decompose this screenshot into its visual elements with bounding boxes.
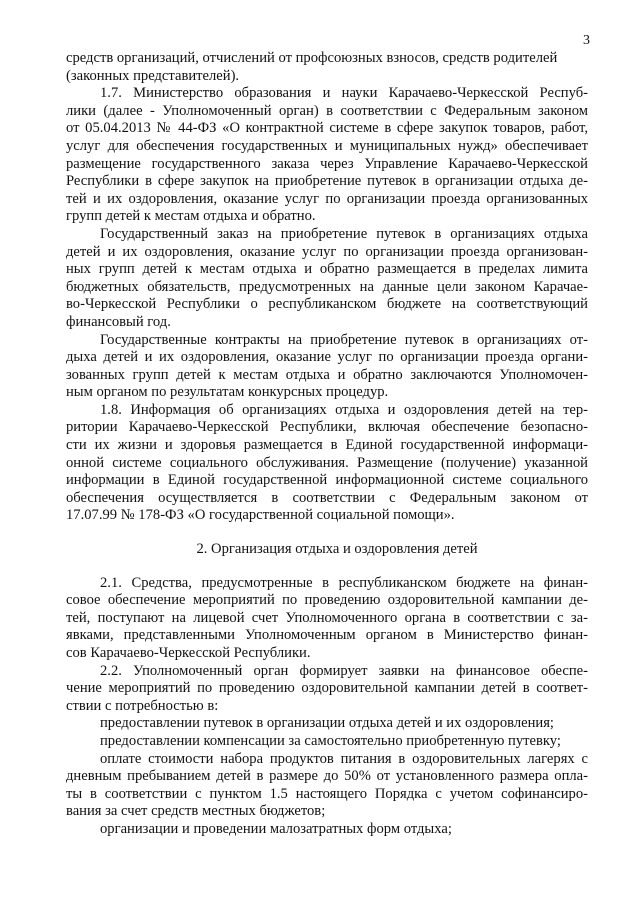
- text-line: зованных групп детей к местам отдыха и обратно заключаются Уполномочен-: [66, 366, 588, 383]
- section-heading: 2. Организация отдыха и оздоровления детей: [196, 541, 478, 558]
- text-line: дыха детей и их оздоровления, оказание услуг по организации проезда органи-: [66, 349, 588, 366]
- text-line: тей, поступают на лицевой счет Уполномоченного органа в соответствии с за-: [66, 609, 588, 626]
- text-line: услуг для обеспечения государственных и муниципальных нужд» обеспечивает: [66, 137, 588, 154]
- text-line: онной системе социального обслуживания. Размещение (получение) указанной: [66, 454, 588, 471]
- text-line: совое обеспечение мероприятий по проведению оздоровительной кампании де-: [66, 592, 588, 609]
- text-line: ритории Карачаево-Черкесской Республики, включая обеспечение безопасно-: [66, 419, 588, 436]
- paragraph-start: Государственные контракты на приобретение путевок в организациях от-: [100, 331, 588, 348]
- text-line: ты в соответствии с пунктом 1.5 настоящего Порядка с учетом софинансиро-: [66, 785, 588, 802]
- list-item: предоставлении компенсации за самостоятельно приобретенную путевку;: [100, 732, 561, 749]
- list-item: организации и проведении малозатратных форм отдыха;: [100, 820, 452, 837]
- text-line: ных групп детей к местам отдыха и обратно размещается в пределах лимита: [66, 261, 588, 278]
- text-line: лики (далее - Уполномоченный орган) в соответствии с Федеральным законом: [66, 102, 588, 119]
- text-line: явками, представленными Уполномоченным органом в Министерство финан-: [66, 627, 588, 644]
- text-line: (законных представителей).: [66, 67, 240, 84]
- text-line: обеспечения осуществляется в соответствии с Федеральным законом от: [66, 489, 588, 506]
- text-line: размещение государственного заказа через Управление Карачаево-Черкесской: [66, 155, 588, 172]
- text-line: групп детей к местам отдыха и обратно.: [66, 208, 316, 225]
- text-line: сти их жизни и здоровья размещается в Единой государственной информаци-: [66, 437, 588, 454]
- text-line: информации в Единой государственной информационной системе социального: [66, 472, 588, 489]
- clause-2-2: 2.2. Уполномоченный орган формирует заявки на финансовое обеспе-: [100, 662, 588, 679]
- text-line: 17.07.99 № 178-ФЗ «О государственной социальной помощи».: [66, 507, 455, 524]
- text-line: ным органом по результатам конкурсных процедур.: [66, 384, 389, 401]
- text-line: Республики в сфере закупок на приобретение путевок в организации отдыха де-: [66, 173, 588, 190]
- page-number: 3: [583, 33, 590, 48]
- text-line: дневным пребыванием детей в размере до 50% от установленного размера опла-: [66, 768, 588, 785]
- clause-1-7: 1.7. Министерство образования и науки Карачаево-Черкесской Респуб-: [100, 85, 588, 102]
- text-line: чение мероприятий по проведению оздоровительной кампании детей в соответ-: [66, 680, 588, 697]
- text-line: средств организаций, отчислений от профсоюзных взносов, средств родителей: [66, 50, 558, 66]
- text-line: ствии с потребностью в:: [66, 697, 219, 714]
- document-body: [66, 50, 588, 839]
- text-line: вания за счет средств местных бюджетов;: [66, 803, 326, 820]
- text-line: тей и их оздоровления, оказание услуг по организации проезда организованных: [66, 190, 588, 207]
- text-line: во-Черкесской Республики о республиканском бюджете на соответствующий: [66, 296, 588, 313]
- list-item: оплате стоимости набора продуктов питания в оздоровительных лагерях с: [100, 750, 588, 767]
- text-line: от 05.04.2013 № 44-ФЗ «О контрактной системе в сфере закупок товаров, работ,: [66, 120, 588, 137]
- text-line: бюджетных обязательств, предусмотренных на данные цели законом Карачае-: [66, 278, 588, 295]
- list-item: предоставлении путевок в организации отдыха детей и их оздоровления;: [100, 715, 554, 732]
- text-line: сов Карачаево-Черкесской Республики.: [66, 645, 311, 661]
- paragraph-start: Государственный заказ на приобретение путевок в организациях отдыха: [100, 225, 588, 242]
- text-line: детей и их оздоровления, оказание услуг по организации проезда организован-: [66, 243, 588, 260]
- clause-1-8: 1.8. Информация об организациях отдыха и оздоровления детей на тер-: [100, 401, 588, 418]
- text-line: финансовый год.: [66, 313, 171, 330]
- clause-2-1: 2.1. Средства, предусмотренные в республиканском бюджете на финан-: [100, 574, 588, 591]
